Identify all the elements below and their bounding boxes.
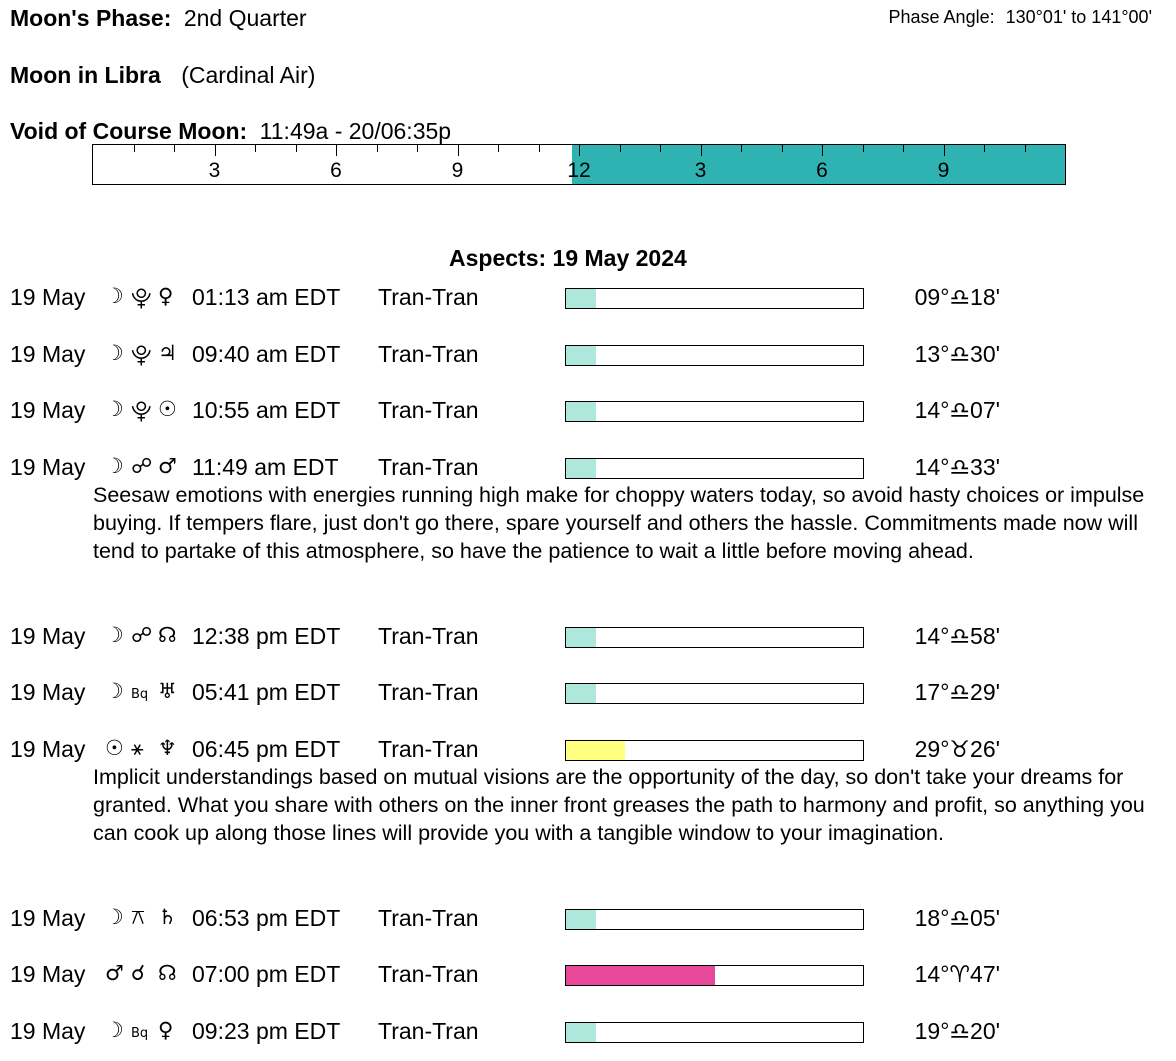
timeline-hour-label: 9 xyxy=(451,159,464,182)
aspect-strength-fill xyxy=(566,459,596,478)
aspect-strength-fill xyxy=(566,966,715,985)
planet-2-glyph: ♂ xyxy=(158,453,177,478)
timeline-hour-tick xyxy=(377,145,378,152)
aspect-date: 19 May xyxy=(10,284,86,310)
aspect-type: Tran-Tran xyxy=(378,904,479,931)
aspect-glyph: Bq xyxy=(131,1025,149,1041)
aspect-position: 14°♈47' xyxy=(914,961,1000,987)
planet-1-glyph: ☉ xyxy=(105,735,124,760)
timeline-hour-tick xyxy=(579,145,580,156)
void-of-course-value: 11:49a - 20/06:35p xyxy=(259,118,452,144)
moon-phase-line xyxy=(10,5,307,32)
aspect-type: Tran-Tran xyxy=(378,679,479,705)
phase-angle-label: Phase Angle: xyxy=(888,7,995,27)
aspect-time: 12:38 pm EDT xyxy=(192,622,341,649)
timeline-hour-tick xyxy=(863,145,864,152)
timeline-hour-label: 12 xyxy=(567,159,591,182)
planet-1-glyph: ☽ xyxy=(105,284,124,308)
aspect-type: Tran-Tran xyxy=(378,961,479,987)
moon-sign-line xyxy=(10,62,315,89)
phase-angle-line xyxy=(889,7,1153,28)
moon-phase-label: Moon's Phase: xyxy=(10,5,172,31)
aspect-time: 01:13 am EDT xyxy=(192,284,341,310)
timeline-hour-tick xyxy=(984,145,985,152)
aspect-date: 19 May xyxy=(10,453,86,480)
aspect-strength-fill xyxy=(566,910,596,929)
aspect-row xyxy=(10,905,1170,935)
aspect-time: 07:00 pm EDT xyxy=(192,961,341,987)
void-of-course-line xyxy=(10,118,451,145)
timeline-hour-tick xyxy=(944,145,945,156)
timeline-hour-tick xyxy=(255,145,256,152)
aspect-strength-bar xyxy=(565,627,864,648)
aspect-date: 19 May xyxy=(10,904,86,931)
aspect-time: 05:41 pm EDT xyxy=(192,679,341,705)
aspect-date: 19 May xyxy=(10,961,86,987)
aspect-row xyxy=(10,961,1170,991)
timeline-hour-tick xyxy=(134,145,135,152)
planet-1-glyph: ☽ xyxy=(105,622,124,647)
aspect-position: 13°♎30' xyxy=(914,340,1000,367)
timeline-hour-label: 6 xyxy=(330,159,342,182)
timeline-hour-tick xyxy=(1025,145,1026,152)
aspect-strength-bar xyxy=(565,345,864,366)
aspect-glyph: ☍ xyxy=(131,622,153,647)
aspect-strength-bar xyxy=(565,909,864,930)
aspect-type: Tran-Tran xyxy=(378,735,479,762)
aspect-glyph: ☍ xyxy=(131,453,153,478)
planet-2-glyph: ♃ xyxy=(158,340,177,365)
aspect-strength-fill xyxy=(566,1023,596,1042)
aspect-time: 06:53 pm EDT xyxy=(192,904,341,931)
aspect-strength-fill xyxy=(566,346,596,365)
timeline-hour-tick xyxy=(620,145,621,152)
aspect-strength-bar xyxy=(565,401,864,422)
aspect-type: Tran-Tran xyxy=(378,622,479,649)
planet-2-glyph: ♅ xyxy=(158,679,177,703)
planet-1-glyph: ☽ xyxy=(105,1017,124,1042)
aspect-row xyxy=(10,623,1170,653)
aspect-strength-fill xyxy=(566,289,596,308)
aspect-position: 19°♎20' xyxy=(914,1017,1000,1044)
planet-2-glyph: ☉ xyxy=(158,397,177,421)
aspect-strength-fill xyxy=(566,741,625,760)
aspect-row xyxy=(10,284,1170,314)
aspect-time: 09:23 pm EDT xyxy=(192,1017,341,1044)
aspect-type: Tran-Tran xyxy=(378,1017,479,1044)
aspect-row xyxy=(10,1018,1170,1048)
aspect-time: 11:49 am EDT xyxy=(192,453,339,480)
timeline-hour-tick xyxy=(660,145,661,152)
aspect-position: 29°♉26' xyxy=(914,735,1000,762)
planet-2-glyph: ♀ xyxy=(158,1017,174,1042)
aspect-strength-bar xyxy=(565,965,864,986)
aspect-position: 14°♎07' xyxy=(914,397,1000,423)
aspect-position: 09°♎18' xyxy=(914,284,1000,310)
aspect-row xyxy=(10,454,1170,484)
void-of-course-timeline xyxy=(92,144,1066,185)
phase-angle-value: 130°01' to 141°00' xyxy=(1005,7,1152,27)
aspect-glyph: ⚹ xyxy=(131,735,144,760)
aspect-position: 14°♎33' xyxy=(914,453,1000,480)
planet-2-glyph: ☊ xyxy=(158,961,177,985)
timeline-hour-tick xyxy=(701,145,702,156)
timeline-hour-tick xyxy=(539,145,540,152)
planet-2-glyph: ♄ xyxy=(158,904,177,929)
aspect-row xyxy=(10,736,1170,766)
timeline-hour-label: 3 xyxy=(208,159,221,182)
aspect-strength-bar xyxy=(565,288,864,309)
aspect-strength-bar xyxy=(565,1022,864,1043)
timeline-hour-tick xyxy=(296,145,297,152)
planet-2-glyph: ♆ xyxy=(158,735,177,760)
timeline-hour-tick xyxy=(215,145,216,156)
aspect-glyph: ⯓ xyxy=(131,342,152,367)
aspect-glyph: ☌ xyxy=(131,961,146,985)
timeline-hour-tick xyxy=(782,145,783,152)
aspect-strength-fill xyxy=(566,684,596,703)
aspect-glyph: ⚻ xyxy=(131,904,145,929)
aspect-row xyxy=(10,397,1170,427)
aspect-time: 09:40 am EDT xyxy=(192,340,341,367)
aspect-time: 10:55 am EDT xyxy=(192,397,341,423)
aspect-date: 19 May xyxy=(10,735,86,762)
aspect-glyph: Bq xyxy=(131,687,149,702)
aspect-interpretation: Implicit understandings based on mutual visions are the opportunity of the day, so don't take your dreams for granted. What you share with others on the inner front greases the path to harmony and profit, so anything you can cook up along those lines will provide you with a tangible window to your imagination. xyxy=(93,764,1145,845)
aspect-date: 19 May xyxy=(10,622,86,649)
aspect-glyph: ⯓ xyxy=(131,399,152,423)
aspect-position: 18°♎05' xyxy=(914,904,1000,931)
aspect-date: 19 May xyxy=(10,1017,86,1044)
planet-1-glyph: ☽ xyxy=(105,453,124,478)
aspect-strength-bar xyxy=(565,458,864,479)
aspect-type: Tran-Tran xyxy=(378,397,479,423)
timeline-hour-tick xyxy=(336,145,337,156)
timeline-hour-tick xyxy=(498,145,499,152)
void-of-course-label: Void of Course Moon: xyxy=(10,118,248,144)
aspect-date: 19 May xyxy=(10,397,86,423)
aspect-row xyxy=(10,341,1170,371)
planet-2-glyph: ☊ xyxy=(158,622,177,647)
timeline-hour-tick xyxy=(458,145,459,156)
timeline-hour-tick xyxy=(741,145,742,152)
aspect-position: 14°♎58' xyxy=(914,622,1000,649)
aspect-row xyxy=(10,679,1170,709)
planet-1-glyph: ☽ xyxy=(105,397,124,421)
aspect-type: Tran-Tran xyxy=(378,340,479,367)
moon-sign-element: (Cardinal Air) xyxy=(181,62,316,88)
timeline-hour-label: 9 xyxy=(937,159,950,182)
aspect-type: Tran-Tran xyxy=(378,284,479,310)
timeline-hour-tick xyxy=(417,145,418,152)
moon-phase-value: 2nd Quarter xyxy=(183,5,307,31)
aspect-strength-bar xyxy=(565,740,864,761)
timeline-hour-tick xyxy=(903,145,904,152)
aspects-title: Aspects: 19 May 2024 xyxy=(449,245,687,271)
planet-1-glyph: ☽ xyxy=(105,340,124,365)
aspect-glyph: ⯓ xyxy=(131,286,152,310)
aspect-type: Tran-Tran xyxy=(378,453,479,480)
planet-2-glyph: ♀ xyxy=(158,284,174,308)
aspect-strength-bar xyxy=(565,683,864,704)
aspect-interpretation: Seesaw emotions with energies running high make for choppy waters today, so avoid hasty choices or impulse buying. If tempers flare, just don't go there, spare yourself and others the hassle. Commitments made now will tend to partake of this atmosphere, so have the patience to wait a little before moving ahead. xyxy=(93,482,1145,563)
timeline-hour-label: 3 xyxy=(694,159,707,182)
moon-sign-label: Moon in Libra xyxy=(10,62,161,88)
timeline-hour-tick xyxy=(174,145,175,152)
planet-1-glyph: ☽ xyxy=(105,679,124,703)
timeline-hour-label: 6 xyxy=(816,159,828,182)
aspect-date: 19 May xyxy=(10,340,86,367)
aspect-strength-fill xyxy=(566,402,596,421)
planet-1-glyph: ☽ xyxy=(105,904,124,929)
aspect-position: 17°♎29' xyxy=(914,679,1000,705)
aspect-time: 06:45 pm EDT xyxy=(192,735,341,762)
aspect-strength-fill xyxy=(566,628,596,647)
timeline-hour-tick xyxy=(822,145,823,156)
aspect-date: 19 May xyxy=(10,679,86,705)
planet-1-glyph: ♂ xyxy=(105,961,124,985)
